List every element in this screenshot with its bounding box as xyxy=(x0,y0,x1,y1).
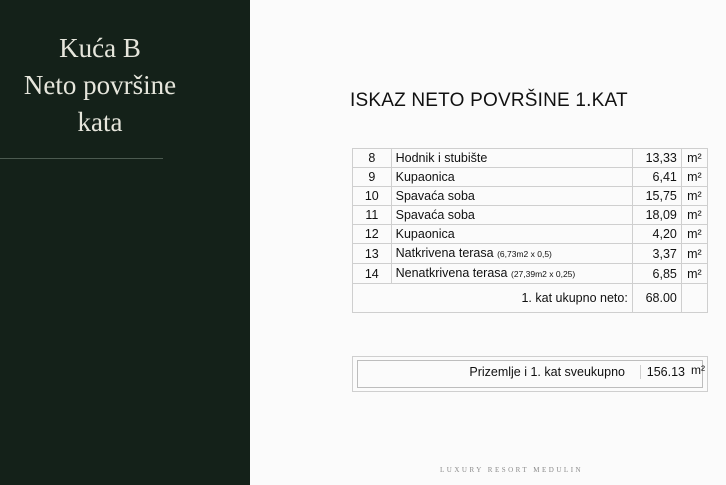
table-row xyxy=(353,264,708,284)
row-number: 14 xyxy=(353,264,392,284)
document-page xyxy=(250,0,726,485)
grand-total-value: 156.13 xyxy=(640,365,685,379)
room-name-text: Kupaonica xyxy=(395,227,455,241)
row-number: 13 xyxy=(353,244,392,264)
sidebar xyxy=(0,0,250,485)
room-name xyxy=(391,168,632,187)
unit-label: m² xyxy=(681,206,707,225)
area-value: 6,41 xyxy=(632,168,681,187)
room-name xyxy=(391,149,632,168)
row-number: 10 xyxy=(353,187,392,206)
area-value: 3,37 xyxy=(632,244,681,264)
area-value: 13,33 xyxy=(632,149,681,168)
room-name xyxy=(391,264,632,284)
table-row xyxy=(353,149,708,168)
total-value: 68.00 xyxy=(632,284,681,313)
row-number: 12 xyxy=(353,225,392,244)
room-name xyxy=(391,244,632,264)
unit-label: m² xyxy=(681,168,707,187)
page-title: ISKAZ NETO POVRŠINE 1.KAT xyxy=(350,90,628,111)
unit-label: m² xyxy=(681,187,707,206)
room-name xyxy=(391,187,632,206)
row-number: 9 xyxy=(353,168,392,187)
room-name xyxy=(391,206,632,225)
row-number: 8 xyxy=(353,149,392,168)
room-name xyxy=(391,225,632,244)
footer-brand: LUXURY RESORT MEDULIN xyxy=(440,466,584,474)
unit-label: m² xyxy=(681,264,707,284)
unit-label: m² xyxy=(681,225,707,244)
room-name-text: Nenatkrivena terasa xyxy=(395,266,508,280)
table-row xyxy=(353,206,708,225)
row-number: 11 xyxy=(353,206,392,225)
area-formula-note: (27,39m2 x 0,25) xyxy=(510,269,576,279)
table-row xyxy=(353,168,708,187)
sidebar-title-line-1: Kuća B xyxy=(59,33,141,63)
total-unit-cell xyxy=(681,284,707,313)
area-value: 6,85 xyxy=(632,264,681,284)
room-name-text: Hodnik i stubište xyxy=(395,151,488,165)
unit-label: m² xyxy=(681,149,707,168)
grand-total-label: Prizemlje i 1. kat sveukupno xyxy=(469,365,625,379)
sidebar-title-line-2: Neto površine xyxy=(23,70,177,100)
area-value: 4,20 xyxy=(632,225,681,244)
unit-label: m² xyxy=(681,244,707,264)
area-table xyxy=(352,148,708,313)
sidebar-divider xyxy=(0,158,163,159)
total-label: 1. kat ukupno neto: xyxy=(353,284,633,313)
grand-total-box xyxy=(352,356,708,392)
room-name-text: Kupaonica xyxy=(395,170,455,184)
room-name-text: Spavaća soba xyxy=(395,208,475,222)
sidebar-title xyxy=(0,30,200,141)
room-name-text: Natkrivena terasa xyxy=(395,246,494,260)
total-row xyxy=(353,284,708,313)
table-row xyxy=(353,244,708,264)
room-name-text: Spavaća soba xyxy=(395,189,475,203)
table-row xyxy=(353,225,708,244)
sidebar-title-line-3: kata xyxy=(77,107,123,137)
area-formula-note: (6,73m2 x 0,5) xyxy=(497,249,552,259)
area-value: 15,75 xyxy=(632,187,681,206)
area-value: 18,09 xyxy=(632,206,681,225)
table-row xyxy=(353,187,708,206)
grand-total-unit: m² xyxy=(691,363,705,377)
